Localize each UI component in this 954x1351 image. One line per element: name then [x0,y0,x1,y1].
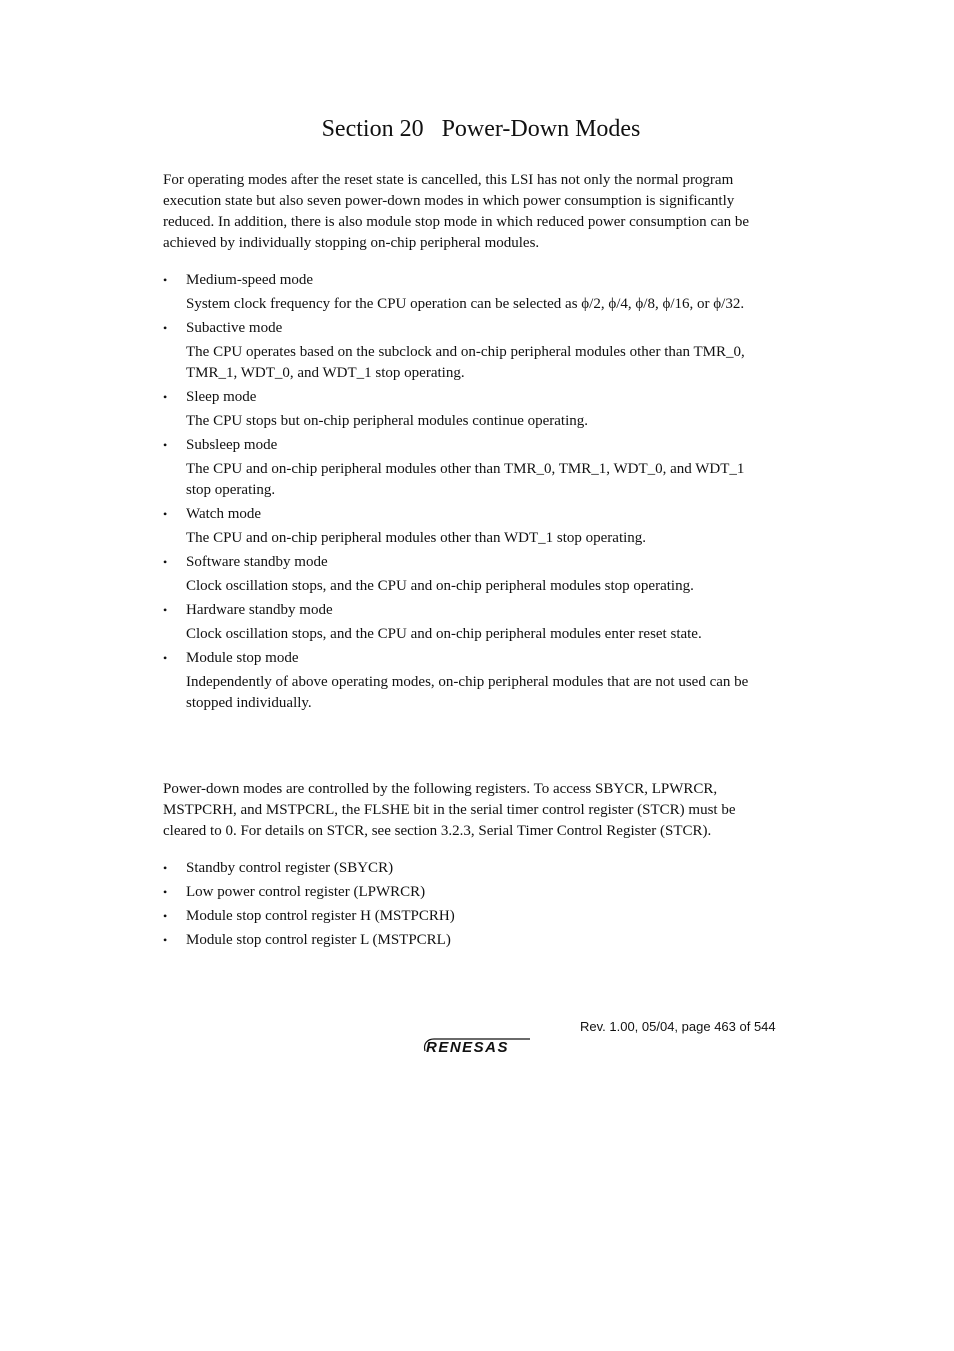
mode-description-line: stopped individually. [186,695,312,711]
section-title: Section 20 Power-Down Modes [321,116,641,142]
mode-description [186,294,803,315]
bullet-icon: • [163,507,168,521]
register-name: Low power control register (LPWRCR) [186,884,426,900]
bullet-icon: • [163,651,168,665]
intro-line: execution state but also seven power-down modes in which power consumption is significantly [163,193,735,209]
mode-description [186,459,803,501]
list-item-register [163,906,803,927]
registers-paragraph [163,779,803,842]
list-item-register [163,882,803,903]
power-down-modes-list [163,270,803,717]
mode-description-line: The CPU and on-chip peripheral modules other than TMR_0, TMR_1, WDT_0, and WDT_1 [186,461,745,477]
bullet-icon: • [163,555,168,569]
list-item-medium-speed-mode [163,270,803,315]
mode-description-line: TMR_1, WDT_0, and WDT_1 stop operating. [186,365,465,381]
registers-line: MSTPCRH, and MSTPCRL, the FLSHE bit in the serial timer control register (STCR) must be [163,802,736,818]
mode-description [186,624,803,645]
list-item-hardware-standby-mode [163,600,803,645]
mode-title: Watch mode [186,506,262,522]
register-name: Standby control register (SBYCR) [186,860,394,876]
register-name: Module stop control register L (MSTPCRL) [186,932,451,948]
mode-description [186,576,803,597]
bullet-icon: • [163,603,168,617]
mode-description [186,411,803,432]
mode-title: Sleep mode [186,389,257,405]
bullet-icon: • [163,438,168,452]
bullet-icon: • [163,273,168,287]
bullet-icon: • [163,933,168,947]
bullet-icon: • [163,861,168,875]
list-item-software-standby-mode [163,552,803,597]
bullet-icon: • [163,390,168,404]
mode-description-line: System clock frequency for the CPU operation can be selected as ϕ/2, ϕ/4, ϕ/8, ϕ/16, or ϕ/32. [186,296,745,312]
mode-description-line: The CPU stops but on-chip peripheral modules continue operating. [186,413,589,429]
registers-line: Power-down modes are controlled by the following registers. To access SBYCR, LPWRCR, [163,781,718,797]
list-item-subsleep-mode [163,435,803,501]
registers-list [163,858,803,954]
intro-paragraph [163,170,803,254]
mode-description-line: The CPU operates based on the subclock and on-chip peripheral modules other than TMR_0, [186,344,745,360]
mode-description-line: Independently of above operating modes, on-chip peripheral modules that are not used can be [186,674,749,690]
mode-title: Medium-speed mode [186,272,314,288]
bullet-icon: • [163,321,168,335]
mode-title: Subactive mode [186,320,283,336]
mode-description-line: The CPU and on-chip peripheral modules other than WDT_1 stop operating. [186,530,647,546]
mode-title: Software standby mode [186,554,328,570]
renesas-logo-icon [422,1035,542,1055]
mode-description [186,528,803,549]
list-item-sleep-mode [163,387,803,432]
registers-line: cleared to 0. For details on STCR, see section 3.2.3, Serial Timer Control Register (STCR). [163,823,712,839]
mode-description-line: stop operating. [186,482,276,498]
mode-title: Subsleep mode [186,437,278,453]
list-item-register [163,858,803,879]
mode-title: Module stop mode [186,650,299,666]
bullet-icon: • [163,885,168,899]
mode-description-line: Clock oscillation stops, and the CPU and on-chip peripheral modules enter reset state. [186,626,702,642]
register-name: Module stop control register H (MSTPCRH) [186,908,455,924]
logo-text: RENESAS [426,1039,510,1055]
intro-line: achieved by individually stopping on-chip peripheral modules. [163,235,540,251]
intro-line: reduced. In addition, there is also module stop mode in which reduced power consumption can be [163,214,750,230]
intro-line: For operating modes after the reset state is cancelled, this LSI has not only the normal program [163,172,734,188]
bullet-icon: • [163,909,168,923]
list-item-module-stop-mode [163,648,803,714]
mode-description [186,342,803,384]
mode-title: Hardware standby mode [186,602,333,618]
page-footer-revision: Rev. 1.00, 05/04, page 463 of 544 [580,1019,776,1034]
list-item-subactive-mode [163,318,803,384]
mode-description [186,672,803,714]
list-item-register [163,930,803,951]
list-item-watch-mode [163,504,803,549]
mode-description-line: Clock oscillation stops, and the CPU and on-chip peripheral modules stop operating. [186,578,694,594]
